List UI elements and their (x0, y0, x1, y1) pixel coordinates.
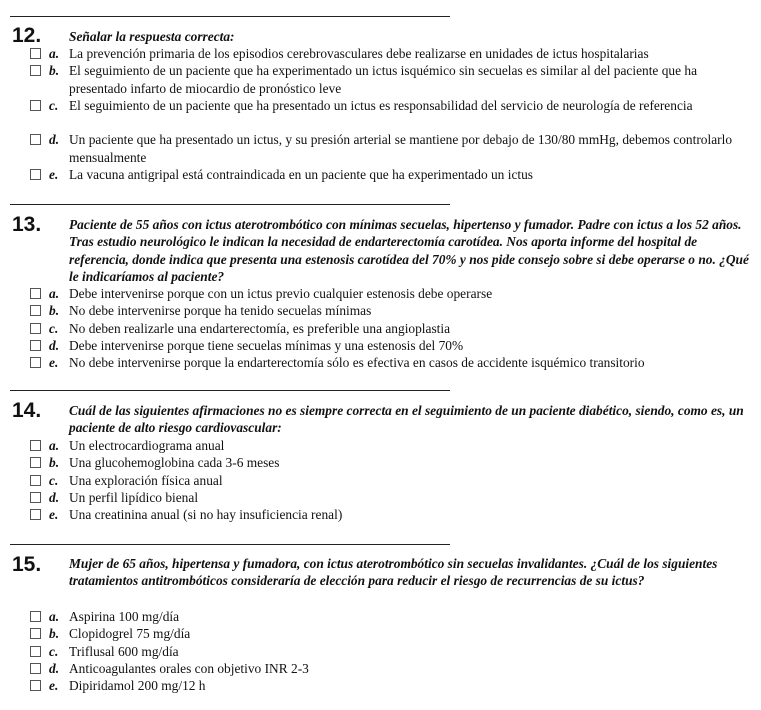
option-letter: d. (49, 489, 60, 505)
option-letter: d. (49, 337, 60, 353)
answer-checkbox[interactable] (30, 288, 41, 299)
answer-checkbox[interactable] (30, 492, 41, 503)
option-a[interactable] (0, 608, 761, 625)
option-b[interactable] (0, 62, 761, 97)
answer-checkbox[interactable] (30, 169, 41, 180)
answer-checkbox[interactable] (30, 305, 41, 316)
option-text: No debe intervenirse porque ha tenido secuelas mínimas (69, 303, 372, 319)
option-letter: b. (49, 626, 60, 642)
option-letter: c. (49, 97, 59, 113)
option-d[interactable] (0, 660, 761, 677)
option-d[interactable] (0, 489, 761, 506)
answer-checkbox[interactable] (30, 340, 41, 351)
option-d[interactable] (0, 337, 761, 354)
question-stem: Señalar la respuesta correcta: (69, 29, 235, 44)
option-text: Un perfil lipídico bienal (69, 489, 199, 505)
answer-checkbox[interactable] (30, 509, 41, 520)
option-letter: a. (49, 609, 60, 624)
option-a[interactable] (0, 45, 761, 62)
answer-checkbox[interactable] (30, 65, 41, 76)
option-list (0, 608, 761, 694)
option-e[interactable] (0, 677, 761, 694)
option-letter: a. (49, 286, 60, 301)
option-text: Una exploración física anual (69, 472, 223, 488)
question-divider (10, 390, 450, 391)
option-e[interactable] (0, 166, 761, 183)
option-c[interactable] (0, 97, 761, 132)
option-text: El seguimiento de un paciente que ha experimentado un ictus isquémico sin secuelas es similar al del paciente que ha presentado infarto de miocardio de pronóstico leve (69, 63, 698, 96)
option-letter: e. (49, 355, 59, 371)
option-letter: c. (49, 320, 59, 336)
option-letter: d. (49, 132, 60, 148)
option-letter: a. (49, 438, 60, 453)
answer-checkbox[interactable] (30, 611, 41, 622)
option-list (0, 285, 761, 371)
option-list (0, 437, 761, 523)
option-text: La prevención primaria de los episodios cerebrovasculares debe realizarse en unidades de ictus hospitalarias (69, 46, 649, 61)
option-c[interactable] (0, 320, 761, 337)
answer-checkbox[interactable] (30, 323, 41, 334)
answer-checkbox[interactable] (30, 475, 41, 486)
question-stem: Mujer de 65 años, hipertensa y fumadora, con ictus aterotrombótico sin secuelas invalidantes. ¿Cuál de los siguientes tratamientos antitrombóticos consideraría de elección para reducir el riesgo de recurrencias de su ictus? (69, 556, 718, 589)
answer-checkbox[interactable] (30, 680, 41, 691)
answer-checkbox[interactable] (30, 100, 41, 111)
answer-checkbox[interactable] (30, 663, 41, 674)
option-b[interactable] (0, 302, 761, 319)
option-text: Un paciente que ha presentado un ictus, y su presión arterial se mantiene por debajo de 130/80 mmHg, debemos controlarlo mensualmente (69, 132, 733, 165)
option-b[interactable] (0, 454, 761, 471)
question-divider (10, 544, 450, 545)
answer-checkbox[interactable] (30, 357, 41, 368)
option-letter: a. (49, 46, 60, 61)
question-number: 15. (12, 553, 42, 576)
option-text: Debe intervenirse porque tiene secuelas mínimas y una estenosis del 70% (69, 337, 464, 353)
question-number: 13. (12, 213, 42, 236)
option-list (0, 45, 761, 183)
option-a[interactable] (0, 285, 761, 302)
question-number: 12. (12, 24, 42, 47)
option-letter: e. (49, 678, 59, 694)
option-text: Clopidogrel 75 mg/día (69, 626, 191, 642)
answer-checkbox[interactable] (30, 440, 41, 451)
answer-checkbox[interactable] (30, 646, 41, 657)
option-c[interactable] (0, 643, 761, 660)
option-letter: c. (49, 472, 59, 488)
answer-checkbox[interactable] (30, 48, 41, 59)
option-letter: c. (49, 643, 59, 659)
option-e[interactable] (0, 354, 761, 371)
option-text: El seguimiento de un paciente que ha presentado un ictus es responsabilidad del servicio de neurología de referencia (69, 97, 693, 113)
option-d[interactable] (0, 131, 761, 166)
option-text: Una glucohemoglobina cada 3-6 meses (69, 455, 280, 471)
answer-checkbox[interactable] (30, 628, 41, 639)
option-text: Aspirina 100 mg/día (69, 609, 180, 624)
question-number: 14. (12, 399, 42, 422)
option-letter: b. (49, 303, 60, 319)
option-text: No debe intervenirse porque la endarterectomía sólo es efectiva en casos de accidente isquémico transitorio (69, 355, 645, 371)
option-b[interactable] (0, 625, 761, 642)
option-letter: e. (49, 167, 59, 183)
option-text: No deben realizarle una endarterectomía, es preferible una angioplastia (69, 320, 451, 336)
question-stem: Cuál de las siguientes afirmaciones no es siempre correcta en el seguimiento de un paciente diabético, siendo, como es, un paciente de alto riesgo cardiovascular: (69, 403, 744, 436)
option-letter: d. (49, 660, 60, 676)
option-text: La vacuna antigripal está contraindicada en un paciente que ha experimentado un ictus (69, 167, 534, 183)
question-divider (10, 16, 450, 17)
answer-checkbox[interactable] (30, 134, 41, 145)
question-divider (10, 204, 450, 205)
option-text: Anticoagulantes orales con objetivo INR 2-3 (69, 660, 309, 676)
option-letter: b. (49, 63, 60, 79)
option-text: Un electrocardiograma anual (69, 438, 225, 453)
option-letter: e. (49, 507, 59, 523)
option-c[interactable] (0, 472, 761, 489)
answer-checkbox[interactable] (30, 457, 41, 468)
option-text: Dipiridamol 200 mg/12 h (69, 678, 206, 694)
option-a[interactable] (0, 437, 761, 454)
option-text: Triflusal 600 mg/día (69, 643, 179, 659)
option-text: Una creatinina anual (si no hay insuficiencia renal) (69, 507, 343, 523)
option-e[interactable] (0, 506, 761, 523)
option-letter: b. (49, 455, 60, 471)
question-stem: Paciente de 55 años con ictus aterotrombótico con mínimas secuelas, hipertenso y fumador. Padre con ictus a los 52 años. Tras estudio neurológico le indican la necesidad de endarterectomía carotídea. Nos aporta informe del hospital de referencia, donde indica que presenta una estenosis carotídea del 70% y nos pide consejo sobre si debe operarse o no. ¿Qué le indicaríamos al paciente? (69, 217, 749, 284)
option-text: Debe intervenirse porque con un ictus previo cualquier estenosis debe operarse (69, 286, 493, 301)
